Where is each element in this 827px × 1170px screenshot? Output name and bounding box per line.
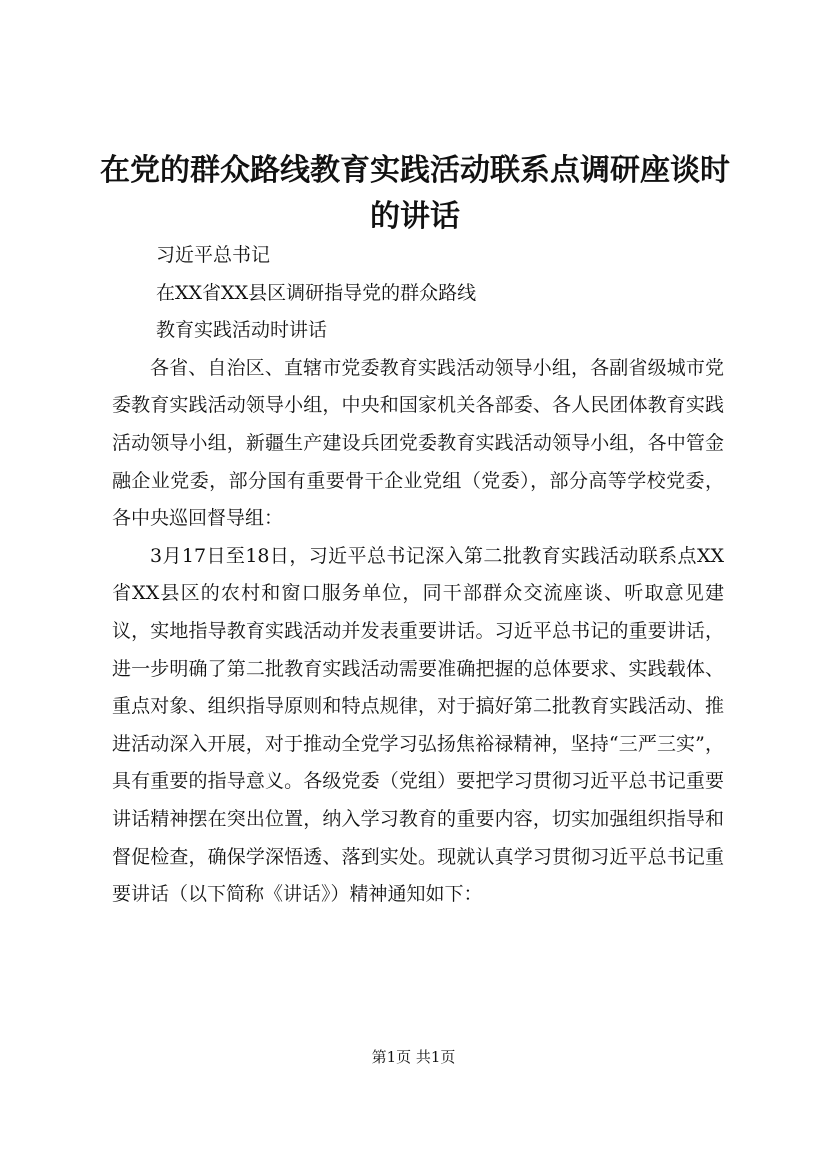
subtitle-line-1: 习近平总书记	[156, 244, 271, 266]
document-title: 在党的群众路线教育实践活动联系点调研座谈时的讲话	[100, 153, 730, 234]
document-body	[112, 237, 724, 914]
subtitle-line-3: 教育实践活动时讲话	[156, 319, 328, 342]
paragraph-2: 3月17日至18日，习近平总书记深入第二批教育实践活动联系点XX省XX县区的农村和窗口服务单位，同干部群众交流座谈、听取意见建议，实地指导教育实践活动并发表重要讲话。习近平总书记的重要讲话，进一步明确了第二批教育实践活动需要准确把握的总体要求、实践载体、重点对象、组织指导原则和特点规律，对于搞好第二批教育实践活动、推进活动深入开展，对于推动全党学习弘扬焦裕禄精神，坚持“三严三实”，具有重要的指导意义。各级党委（党组）要把学习贯彻习近平总书记重要讲话精神摆在突出位置，纳入学习教育的重要内容，切实加强组织指导和督促检查，确保学深悟透、落到实处。现就认真学习贯彻习近平总书记重要讲话（以下简称《讲话》）精神通知如下：	[112, 544, 724, 906]
paragraph-1: 各省、自治区、直辖市党委教育实践活动领导小组，各副省级城市党委教育实践活动领导小组，中央和国家机关各部委、各人民团体教育实践活动领导小组，新疆生产建设兵团党委教育实践活动领导小组，各中管金融企业党委，部分国有重要骨干企业党组（党委），部分高等学校党委，各中央巡回督导组：	[112, 356, 724, 530]
page-footer: 第1页 共1页	[371, 1048, 456, 1066]
subtitle-line-2: 在XX省XX县区调研指导党的群众路线	[156, 281, 477, 304]
